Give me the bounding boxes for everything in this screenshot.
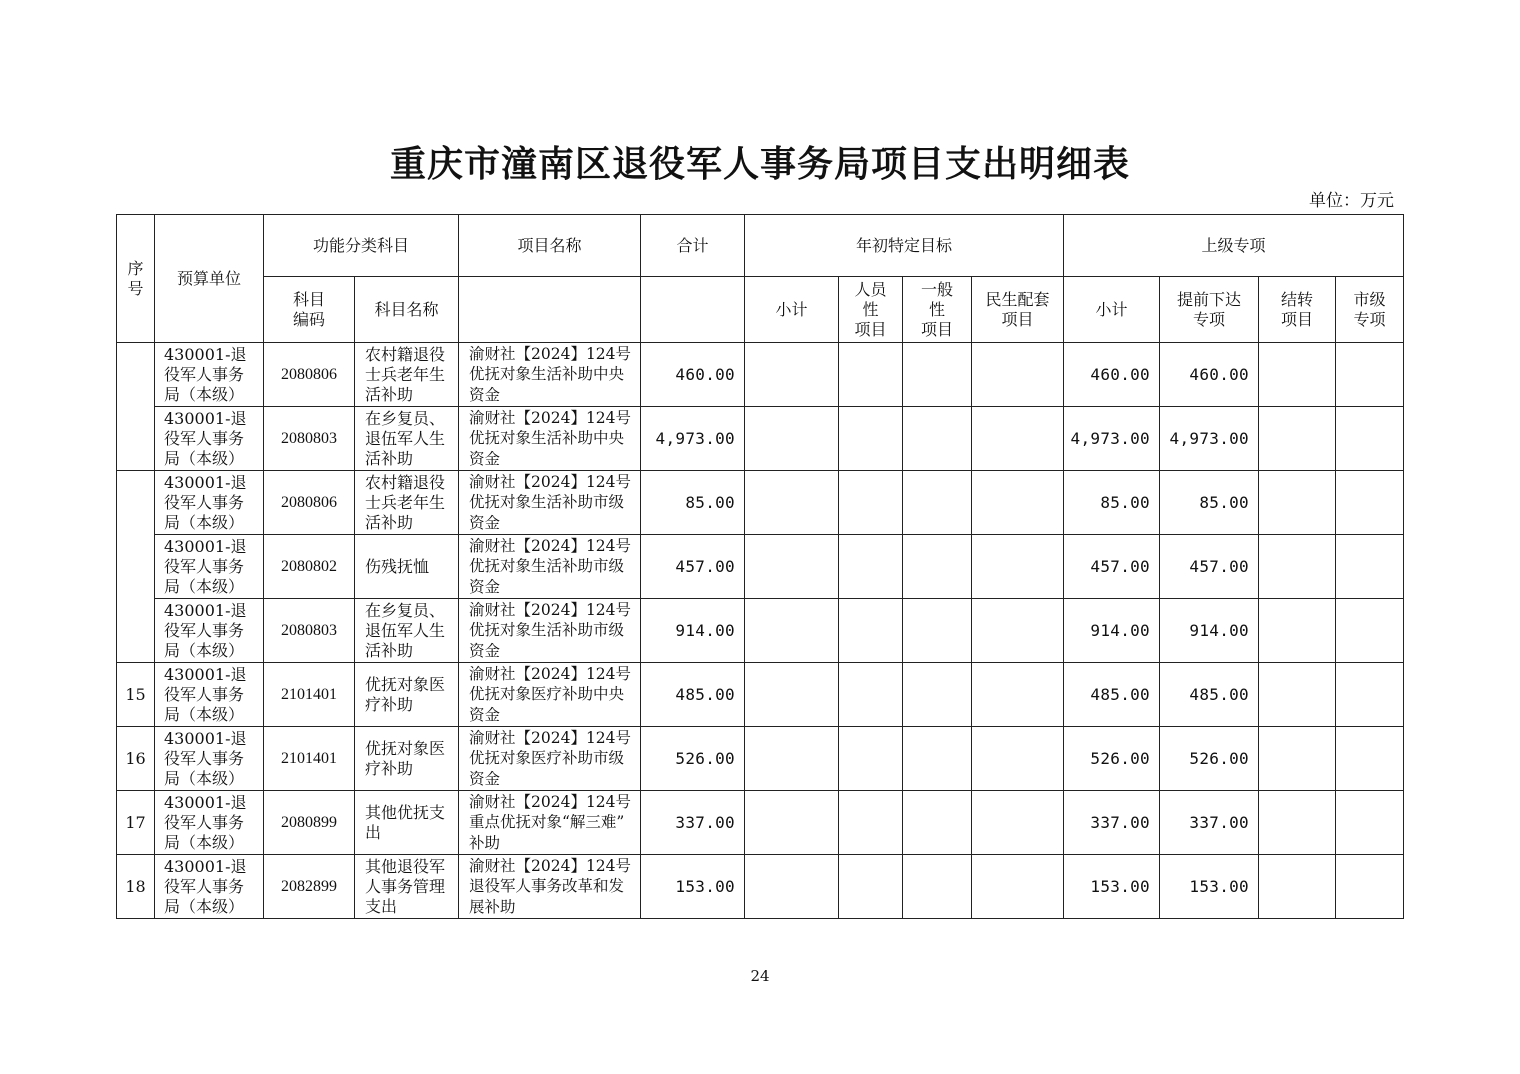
header-personnel: 人员 性 项目 — [839, 277, 903, 343]
row-advance: 85.00 — [1160, 471, 1259, 535]
row-livelihood — [972, 535, 1064, 599]
header-subtotal-annual: 小计 — [745, 277, 839, 343]
table-row — [117, 599, 1404, 663]
row-personnel — [839, 471, 903, 535]
row-carryover — [1259, 727, 1336, 791]
header-func-class: 功能分类科目 — [264, 215, 459, 277]
row-carryover — [1259, 343, 1336, 407]
header-subtotal-superior: 小计 — [1064, 277, 1160, 343]
row-subject-name: 伤残抚恤 — [355, 535, 459, 599]
row-carryover — [1259, 535, 1336, 599]
row-subject-code: 2080899 — [264, 791, 355, 855]
row-total: 337.00 — [641, 791, 745, 855]
table-row — [117, 471, 1404, 535]
row-budget-unit: 430001-退 役军人事务 局（本级） — [155, 535, 264, 599]
row-annual-subtotal — [745, 599, 839, 663]
row-budget-unit: 430001-退 役军人事务 局（本级） — [155, 791, 264, 855]
row-annual-subtotal — [745, 343, 839, 407]
row-seq: 16 — [117, 727, 155, 791]
row-municipal — [1336, 791, 1404, 855]
header-carryover: 结转 项目 — [1259, 277, 1336, 343]
row-livelihood — [972, 791, 1064, 855]
row-personnel — [839, 727, 903, 791]
row-subject-name: 在乡复员、 退伍军人生 活补助 — [355, 407, 459, 471]
row-livelihood — [972, 471, 1064, 535]
row-subject-name: 其他退役军 人事务管理 支出 — [355, 855, 459, 919]
row-advance: 914.00 — [1160, 599, 1259, 663]
row-annual-subtotal — [745, 407, 839, 471]
row-budget-unit: 430001-退 役军人事务 局（本级） — [155, 599, 264, 663]
row-general — [903, 599, 972, 663]
page-number: 24 — [750, 967, 770, 985]
header-annual-target: 年初特定目标 — [745, 215, 1064, 277]
table-row — [117, 663, 1404, 727]
row-subject-name: 农村籍退役 士兵老年生 活补助 — [355, 343, 459, 407]
row-annual-subtotal — [745, 471, 839, 535]
table-row — [117, 791, 1404, 855]
row-general — [903, 343, 972, 407]
row-carryover — [1259, 663, 1336, 727]
row-advance: 153.00 — [1160, 855, 1259, 919]
row-budget-unit: 430001-退 役军人事务 局（本级） — [155, 855, 264, 919]
row-advance: 337.00 — [1160, 791, 1259, 855]
header-seq: 序 号 — [117, 215, 155, 343]
row-personnel — [839, 407, 903, 471]
row-general — [903, 535, 972, 599]
row-superior-subtotal: 337.00 — [1064, 791, 1160, 855]
row-annual-subtotal — [745, 855, 839, 919]
row-general — [903, 407, 972, 471]
row-carryover — [1259, 855, 1336, 919]
row-advance: 457.00 — [1160, 535, 1259, 599]
row-livelihood — [972, 855, 1064, 919]
row-superior-subtotal: 485.00 — [1064, 663, 1160, 727]
table-row — [117, 407, 1404, 471]
unit-label: 单位：万元 — [1309, 191, 1394, 211]
header-total: 合计 — [641, 215, 745, 277]
row-budget-unit: 430001-退 役军人事务 局（本级） — [155, 343, 264, 407]
row-budget-unit: 430001-退 役军人事务 局（本级） — [155, 471, 264, 535]
row-carryover — [1259, 471, 1336, 535]
row-annual-subtotal — [745, 791, 839, 855]
row-subject-name: 在乡复员、 退伍军人生 活补助 — [355, 599, 459, 663]
row-municipal — [1336, 855, 1404, 919]
row-seq: 15 — [117, 663, 155, 727]
row-general — [903, 663, 972, 727]
row-seq — [117, 471, 155, 663]
row-subject-code: 2082899 — [264, 855, 355, 919]
row-carryover — [1259, 407, 1336, 471]
row-general — [903, 791, 972, 855]
header-advance: 提前下达 专项 — [1160, 277, 1259, 343]
row-personnel — [839, 343, 903, 407]
header-row-1 — [117, 215, 1404, 277]
row-project-name: 渝财社【2024】124号 退役军人事务改革和发 展补助 — [459, 855, 641, 919]
expenditure-table — [116, 214, 1404, 919]
row-subject-name: 优抚对象医 疗补助 — [355, 663, 459, 727]
row-livelihood — [972, 599, 1064, 663]
row-personnel — [839, 535, 903, 599]
table-row — [117, 343, 1404, 407]
row-subject-code: 2080806 — [264, 343, 355, 407]
row-total: 85.00 — [641, 471, 745, 535]
row-municipal — [1336, 471, 1404, 535]
row-annual-subtotal — [745, 535, 839, 599]
row-personnel — [839, 599, 903, 663]
header-row-2 — [117, 277, 1404, 343]
row-total: 4,973.00 — [641, 407, 745, 471]
row-subject-code: 2101401 — [264, 727, 355, 791]
row-advance: 526.00 — [1160, 727, 1259, 791]
header-subject-code: 科目 编码 — [264, 277, 355, 343]
table-row — [117, 535, 1404, 599]
row-total: 457.00 — [641, 535, 745, 599]
row-annual-subtotal — [745, 727, 839, 791]
row-budget-unit: 430001-退 役军人事务 局（本级） — [155, 663, 264, 727]
row-superior-subtotal: 460.00 — [1064, 343, 1160, 407]
row-superior-subtotal: 153.00 — [1064, 855, 1160, 919]
row-subject-name: 优抚对象医 疗补助 — [355, 727, 459, 791]
row-total: 526.00 — [641, 727, 745, 791]
header-superior-special: 上级专项 — [1064, 215, 1404, 277]
row-project-name: 渝财社【2024】124号 优抚对象医疗补助市级 资金 — [459, 727, 641, 791]
row-annual-subtotal — [745, 663, 839, 727]
row-municipal — [1336, 599, 1404, 663]
row-personnel — [839, 663, 903, 727]
row-budget-unit: 430001-退 役军人事务 局（本级） — [155, 727, 264, 791]
row-total: 153.00 — [641, 855, 745, 919]
header-municipal: 市级 专项 — [1336, 277, 1404, 343]
row-project-name: 渝财社【2024】124号 重点优抚对象“解三难” 补助 — [459, 791, 641, 855]
row-project-name: 渝财社【2024】124号 优抚对象生活补助中央 资金 — [459, 343, 641, 407]
table-row — [117, 727, 1404, 791]
row-subject-code: 2080806 — [264, 471, 355, 535]
row-superior-subtotal: 4,973.00 — [1064, 407, 1160, 471]
header-project-name-blank — [459, 277, 641, 343]
row-project-name: 渝财社【2024】124号 优抚对象生活补助市级 资金 — [459, 599, 641, 663]
row-total: 914.00 — [641, 599, 745, 663]
row-carryover — [1259, 791, 1336, 855]
header-general: 一般 性 项目 — [903, 277, 972, 343]
row-advance: 485.00 — [1160, 663, 1259, 727]
row-budget-unit: 430001-退 役军人事务 局（本级） — [155, 407, 264, 471]
row-subject-code: 2080802 — [264, 535, 355, 599]
row-total: 485.00 — [641, 663, 745, 727]
header-budget-unit: 预算单位 — [155, 215, 264, 343]
row-advance: 460.00 — [1160, 343, 1259, 407]
header-subject-name: 科目名称 — [355, 277, 459, 343]
row-subject-name: 农村籍退役 士兵老年生 活补助 — [355, 471, 459, 535]
row-personnel — [839, 855, 903, 919]
table-row — [117, 855, 1404, 919]
row-municipal — [1336, 535, 1404, 599]
row-seq: 18 — [117, 855, 155, 919]
row-subject-code: 2080803 — [264, 599, 355, 663]
row-advance: 4,973.00 — [1160, 407, 1259, 471]
row-superior-subtotal: 526.00 — [1064, 727, 1160, 791]
row-total: 460.00 — [641, 343, 745, 407]
row-superior-subtotal: 457.00 — [1064, 535, 1160, 599]
row-general — [903, 727, 972, 791]
header-total-blank — [641, 277, 745, 343]
row-livelihood — [972, 407, 1064, 471]
row-subject-name: 其他优抚支 出 — [355, 791, 459, 855]
row-project-name: 渝财社【2024】124号 优抚对象生活补助市级 资金 — [459, 471, 641, 535]
row-livelihood — [972, 727, 1064, 791]
row-project-name: 渝财社【2024】124号 优抚对象医疗补助中央 资金 — [459, 663, 641, 727]
row-general — [903, 855, 972, 919]
row-superior-subtotal: 914.00 — [1064, 599, 1160, 663]
row-subject-code: 2080803 — [264, 407, 355, 471]
row-project-name: 渝财社【2024】124号 优抚对象生活补助市级 资金 — [459, 535, 641, 599]
row-personnel — [839, 791, 903, 855]
row-seq: 17 — [117, 791, 155, 855]
row-livelihood — [972, 663, 1064, 727]
header-livelihood: 民生配套 项目 — [972, 277, 1064, 343]
row-general — [903, 471, 972, 535]
row-project-name: 渝财社【2024】124号 优抚对象生活补助中央 资金 — [459, 407, 641, 471]
row-seq — [117, 343, 155, 471]
row-superior-subtotal: 85.00 — [1064, 471, 1160, 535]
row-livelihood — [972, 343, 1064, 407]
row-municipal — [1336, 663, 1404, 727]
row-municipal — [1336, 407, 1404, 471]
row-carryover — [1259, 599, 1336, 663]
row-municipal — [1336, 343, 1404, 407]
row-municipal — [1336, 727, 1404, 791]
row-subject-code: 2101401 — [264, 663, 355, 727]
header-project-name: 项目名称 — [459, 215, 641, 277]
page-title: 重庆市潼南区退役军人事务局项目支出明细表 — [389, 143, 1130, 185]
